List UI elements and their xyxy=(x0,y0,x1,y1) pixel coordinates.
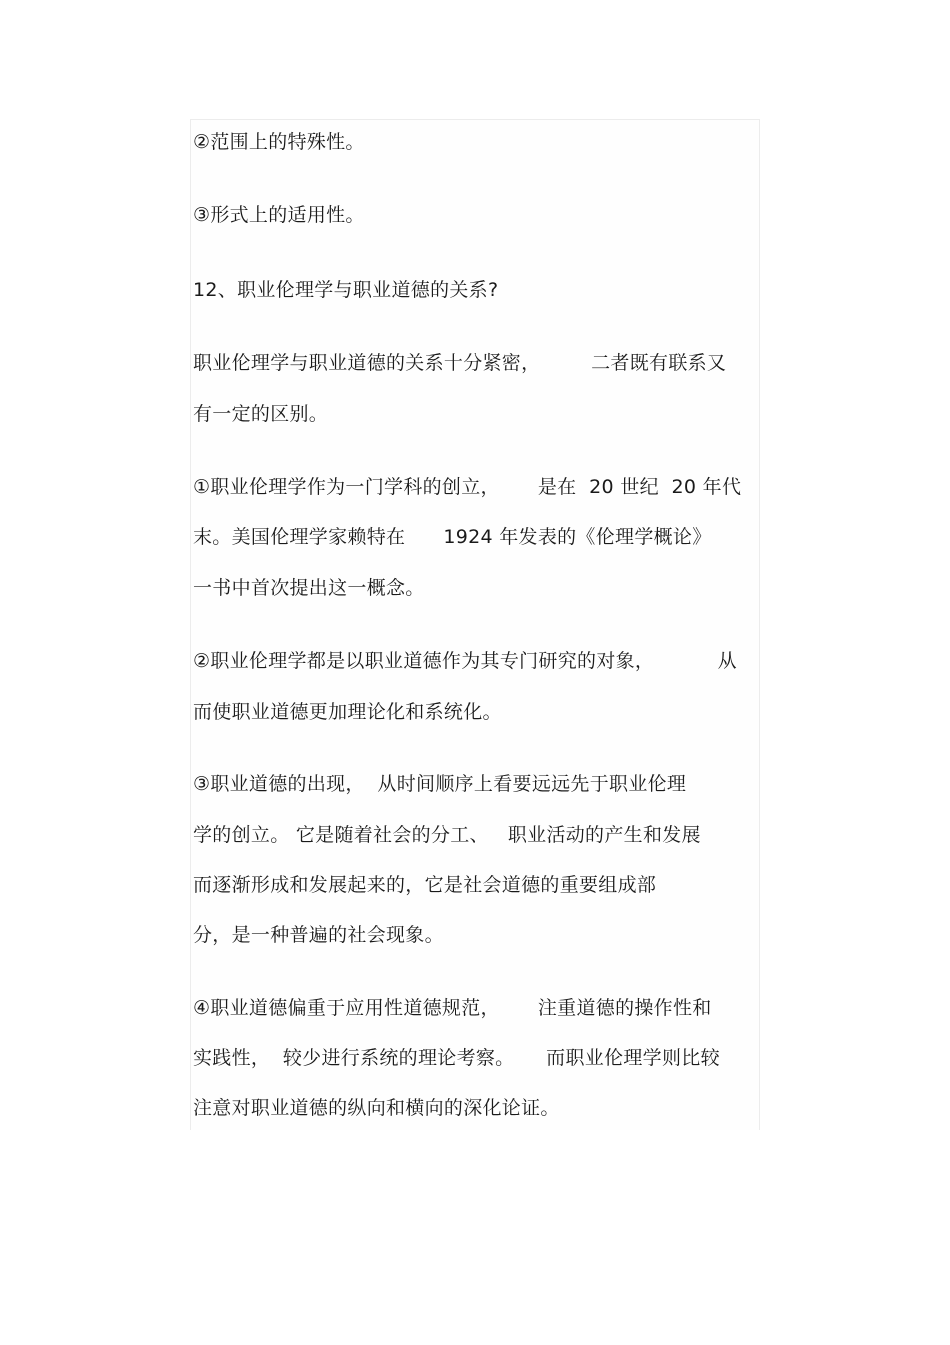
paragraph-line: ②职业伦理学都是以职业道德作为其专门研究的对象， 从 xyxy=(193,650,737,672)
paragraph-line: ①职业伦理学作为一门学科的创立， 是在 20 世纪 20 年代 xyxy=(193,476,742,498)
paragraph-line: 实践性， 较少进行系统的理论考察。 而职业伦理学则比较 xyxy=(193,1047,720,1069)
paragraph-line: ③职业道德的出现， 从时间顺序上看要远远先于职业伦理 xyxy=(193,773,687,795)
paragraph-line: ④职业道德偏重于应用性道德规范， 注重道德的操作性和 xyxy=(193,997,712,1019)
paragraph-line: 分，是一种普遍的社会现象。 xyxy=(193,924,444,946)
paragraph-line: 有一定的区别。 xyxy=(193,403,329,425)
paragraph-line: 而使职业道德更加理论化和系统化。 xyxy=(193,701,502,723)
paragraph-line: 而逐渐形成和发展起来的，它是社会道德的重要组成部 xyxy=(193,874,657,896)
paragraph-line: 注意对职业道德的纵向和横向的深化论证。 xyxy=(193,1097,560,1119)
paragraph-line: 学的创立。 它是随着社会的分工、 职业活动的产生和发展 xyxy=(193,824,701,846)
document-content-box xyxy=(190,119,760,1130)
paragraph-line: 一书中首次提出这一概念。 xyxy=(193,577,425,599)
question-heading: 12、职业伦理学与职业道德的关系? xyxy=(193,279,499,301)
paragraph-line: 末。美国伦理学家赖特在 1924 年发表的《伦理学概论》 xyxy=(193,526,712,548)
paragraph-line: 职业伦理学与职业道德的关系十分紧密， 二者既有联系又 xyxy=(193,352,727,374)
paragraph-line: ③形式上的适用性。 xyxy=(193,204,365,226)
paragraph-line: ②范围上的特殊性。 xyxy=(193,131,365,153)
